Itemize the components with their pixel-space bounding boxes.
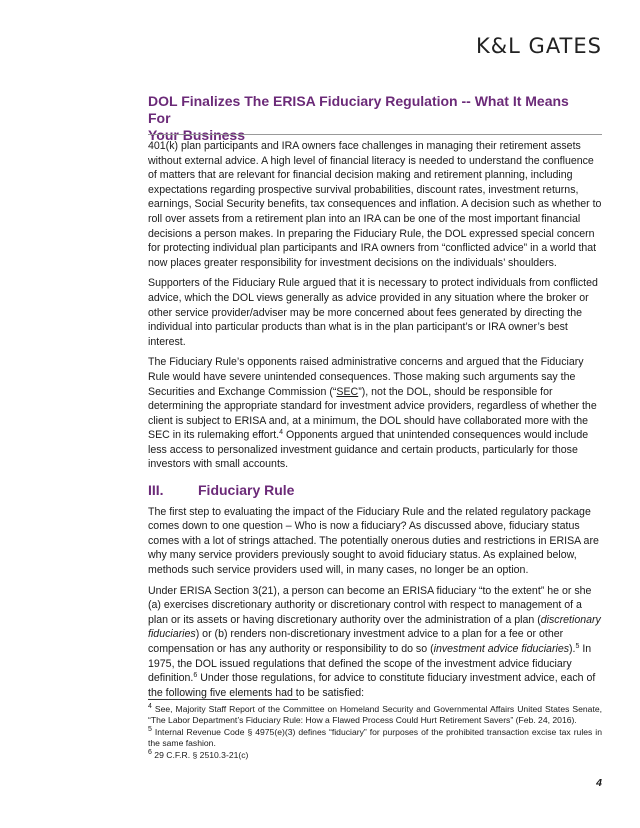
- footnotes: [148, 704, 602, 763]
- article-title-line-1: DOL Finalizes The ERISA Fiduciary Regulation -- What It Means For: [148, 93, 569, 126]
- footnote-6-number: 6: [148, 749, 152, 757]
- section-heading: [148, 483, 602, 498]
- paragraph-3-text-b: ”), not the DOL, should be responsible for determining the appropriate standard for investment advice providers, regardless of whether the client is subject to ERISA and, at a minimum, the DOL should have collaborated more with the SEC in its rulemaking effort.: [148, 385, 597, 442]
- footnote-5-number: 5: [148, 726, 152, 734]
- paragraph-5-text-d: In 1975, the DOL issued regulations that defined the scope of the investment advice fiduciary definition.: [148, 643, 592, 685]
- footnote-5: [148, 727, 602, 748]
- footnote-ref-4[interactable]: 4: [279, 429, 284, 437]
- paragraph-1: 401(k) plan participants and IRA owners face challenges in managing their retirement assets without external advice. A high level of financial literacy is needed to understand the confluence of matters that are relevant for financial decision making and retirement planning, including expectations regarding prospective survival probabilities, discount rates, investment returns, earnings, Social Security benefits, tax consequences and inflation. A decision such as whether to roll over assets from a retirement plan into an IRA can be one of the most important financial decisions a person makes. In preparing the Fiduciary Rule, the DOL expressed special concern for protecting individual plan participants and IRA owners from “conflicted advice” in a world that now places greater responsibility for investment decisions on the individuals’ shoulders.: [148, 140, 602, 269]
- footnote-4-text: See, Majority Staff Report of the Committee on Homeland Security and Governmental Affairs United States Senate, “The Labor Department’s Fiduciary Rule: How a Flawed Process Could Hurt Retirement Savers” (Feb. 24, 2016).: [148, 704, 602, 725]
- paragraph-3: [148, 355, 602, 472]
- article-title-line-2: Your Business: [148, 127, 245, 143]
- section-title: Fiduciary Rule: [198, 482, 295, 499]
- footnote-6: [148, 750, 602, 761]
- paragraph-3-text-c: Opponents argued that unintended consequences would include less access to personalized investment guidance and certain products, particularly for those investors with small accounts.: [148, 429, 589, 471]
- body-text: [148, 139, 602, 706]
- investment-advice-fiduciaries-term: investment advice fiduciaries: [433, 643, 570, 655]
- footnote-5-text: Internal Revenue Code § 4975(e)(3) defines “fiduciary” for purposes of the prohibited transaction excise tax rules in the same fashion.: [148, 727, 602, 748]
- paragraph-5-text-c: ).: [569, 643, 576, 655]
- footnote-6-text: 29 C.F.R. § 2510.3-21(c): [151, 750, 249, 761]
- footnote-ref-5[interactable]: 5: [575, 643, 580, 650]
- paragraph-5-text-a: Under ERISA Section 3(21), a person can become an ERISA fiduciary “to the extent” he or she (a) exercises discretionary authority or discretionary control with respect to management of a plan or its assets or having discretionary authority over the administration of a plan (: [148, 584, 592, 626]
- footnote-divider: [148, 699, 298, 700]
- sec-link[interactable]: SEC: [336, 385, 359, 398]
- paragraph-3-text-a: The Fiduciary Rule’s opponents raised administrative concerns and argued that the Fiduciary Rule would have severe unintended consequences. Those making such arguments say the Securities and Exchange Commission (“: [148, 356, 584, 398]
- footnote-ref-6[interactable]: 6: [193, 672, 198, 680]
- page-number: 4: [596, 777, 602, 789]
- paragraph-5-text-e: Under those regulations, for advice to constitute fiduciary investment advice, each of the following five elements had to be satisfied:: [148, 672, 596, 699]
- paragraph-2: Supporters of the Fiduciary Rule argued that it is necessary to protect individuals from conflicted advice, which the DOL views generally as advice provided in any situation where the broker or other service provider/adviser may be more concerned about fees generated by directing the individual into particular products than what is in the plan participant’s or IRA owner’s best interest.: [148, 277, 598, 348]
- paragraph-5-text-b: ) or (b) renders non-discretionary investment advice to a plan for a fee or other compensation or has any authority or responsibility to do so (: [148, 628, 564, 655]
- title-rule: [148, 134, 602, 135]
- company-logo: K&L GATES: [476, 34, 602, 58]
- footnote-4: [148, 704, 602, 725]
- section-number: III.: [148, 482, 164, 499]
- article-title: [148, 93, 588, 144]
- footnote-4-number: 4: [148, 703, 152, 710]
- paragraph-4: The first step to evaluating the impact of the Fiduciary Rule and the related regulatory package comes down to one question – Who is now a fiduciary? As discussed above, fiduciary status comes with a lot of strings attached. The potentially onerous duties and restrictions in ERISA are why many service providers previously sought to avoid fiduciary status. As explained below, methods such service providers used will, in many cases, no longer be an option.: [148, 505, 599, 577]
- paragraph-5: [148, 584, 602, 701]
- discretionary-fiduciaries-term: discretionary fiduciaries: [148, 613, 601, 641]
